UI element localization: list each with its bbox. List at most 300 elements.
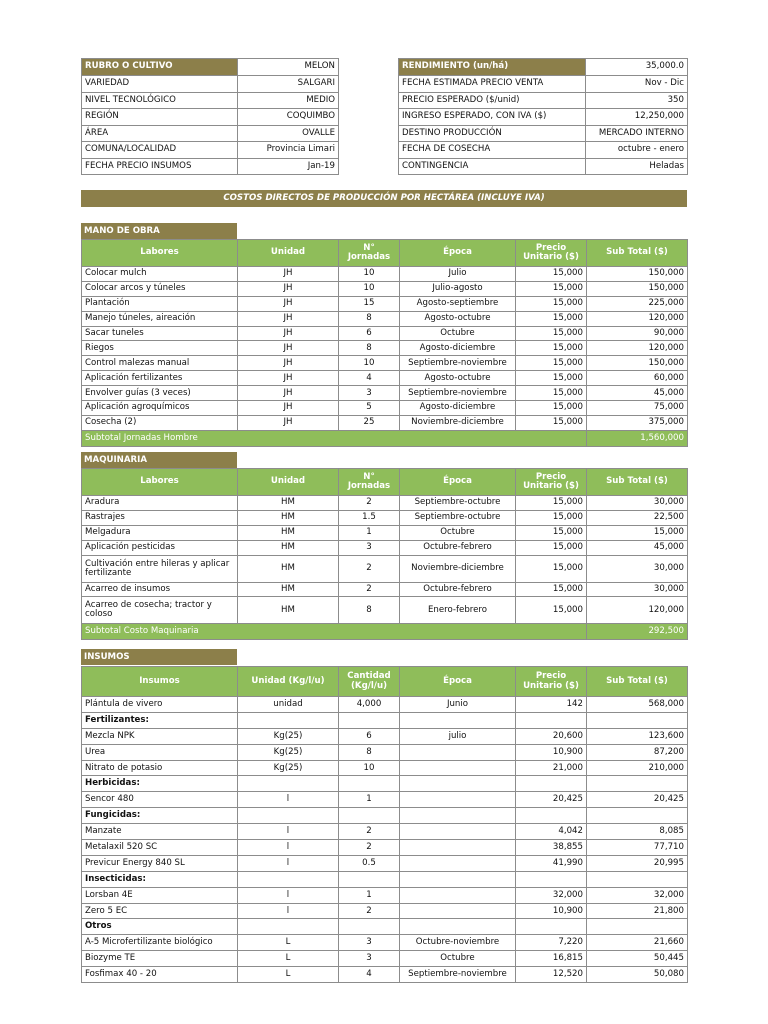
unit-cell: JH — [238, 356, 339, 371]
quantity-cell: 8 — [339, 597, 400, 624]
labor-cell: Biozyme TE — [82, 951, 238, 967]
unit-cell: JH — [238, 341, 339, 356]
unit-price-cell: 10,900 — [516, 744, 587, 760]
table-row — [82, 697, 688, 713]
season-cell: Septiembre-octubre — [400, 510, 516, 525]
quantity-cell: 3 — [339, 935, 400, 951]
table-row — [82, 967, 688, 983]
table-row — [82, 401, 688, 416]
season-cell — [400, 808, 516, 824]
table-row — [82, 555, 688, 582]
labor-cell: Urea — [82, 744, 238, 760]
table-row — [82, 326, 688, 341]
labor-cell: Rastrajes — [82, 510, 238, 525]
unit-price-cell — [516, 808, 587, 824]
subtotal-cell: 225,000 — [587, 296, 688, 311]
table-header-row — [82, 469, 688, 496]
column-header: Sub Total ($) — [587, 240, 688, 267]
column-header: Precio Unitario ($) — [516, 667, 587, 697]
labor-cell: Zero 5 EC — [82, 903, 238, 919]
labor-cell: Cosecha (2) — [82, 415, 238, 430]
table-row — [82, 371, 688, 386]
season-cell: Agosto-diciembre — [400, 341, 516, 356]
unit-price-cell: 15,000 — [516, 356, 587, 371]
subtotal-row — [82, 430, 688, 446]
unit-cell: HM — [238, 540, 339, 555]
subtotal-cell — [587, 808, 688, 824]
column-header: Insumos — [82, 667, 238, 697]
labor-cell: Insecticidas: — [82, 871, 238, 887]
unit-price-cell: 15,000 — [516, 267, 587, 282]
labor-cell: Previcur Energy 840 SL — [82, 855, 238, 871]
labor-cell: Melgadura — [82, 525, 238, 540]
quantity-cell: 2 — [339, 903, 400, 919]
subtotal-cell: 75,000 — [587, 401, 688, 416]
column-header: Sub Total ($) — [587, 667, 688, 697]
unit-cell: JH — [238, 415, 339, 430]
info-label: RENDIMIENTO (un/há) — [399, 59, 586, 76]
table-row — [82, 951, 688, 967]
info-row — [82, 76, 339, 93]
subtotal-cell: 60,000 — [587, 371, 688, 386]
season-cell: Octubre-febrero — [400, 540, 516, 555]
info-label: DESTINO PRODUCCIÓN — [399, 125, 586, 142]
quantity-cell: 2 — [339, 496, 400, 511]
table-row — [82, 267, 688, 282]
season-cell — [400, 744, 516, 760]
info-label: CONTINGENCIA — [399, 158, 586, 175]
table-row — [82, 871, 688, 887]
unit-price-cell: 38,855 — [516, 840, 587, 856]
info-row — [399, 59, 688, 76]
labor-cell: Mezcla NPK — [82, 728, 238, 744]
table-row — [82, 792, 688, 808]
quantity-cell: 4,000 — [339, 697, 400, 713]
info-value: 35,000.0 — [586, 59, 688, 76]
season-cell: Noviembre-diciembre — [400, 415, 516, 430]
subtotal-value: 292,500 — [587, 624, 688, 640]
season-cell: julio — [400, 728, 516, 744]
unit-price-cell: 15,000 — [516, 555, 587, 582]
subtotal-label: Subtotal Jornadas Hombre — [82, 430, 587, 446]
table-row — [82, 281, 688, 296]
column-header: Cantidad (Kg/l/u) — [339, 667, 400, 697]
info-label: FECHA DE COSECHA — [399, 142, 586, 159]
table-row — [82, 597, 688, 624]
unit-cell — [238, 712, 339, 728]
labor-cell: Envolver guías (3 veces) — [82, 386, 238, 401]
labor-cell: Fertilizantes: — [82, 712, 238, 728]
quantity-cell: 10 — [339, 267, 400, 282]
info-value: Jan-19 — [238, 158, 339, 175]
unit-price-cell: 15,000 — [516, 401, 587, 416]
unit-price-cell: 15,000 — [516, 525, 587, 540]
info-label: FECHA PRECIO INSUMOS — [82, 158, 238, 175]
insumos-title: INSUMOS — [81, 649, 237, 665]
subtotal-cell: 22,500 — [587, 510, 688, 525]
quantity-cell: 2 — [339, 840, 400, 856]
season-cell — [400, 712, 516, 728]
column-header: Sub Total ($) — [587, 469, 688, 496]
info-value: Heladas — [586, 158, 688, 175]
quantity-cell: 3 — [339, 386, 400, 401]
quantity-cell: 0.5 — [339, 855, 400, 871]
column-header: Labores — [82, 240, 238, 267]
season-cell: Enero-febrero — [400, 597, 516, 624]
table-row — [82, 356, 688, 371]
quantity-cell: 2 — [339, 824, 400, 840]
info-value: 350 — [586, 92, 688, 109]
info-row — [82, 142, 339, 159]
column-header: Época — [400, 667, 516, 697]
quantity-cell — [339, 919, 400, 935]
quantity-cell: 2 — [339, 582, 400, 597]
season-cell — [400, 919, 516, 935]
unit-cell: l — [238, 903, 339, 919]
info-row — [82, 158, 339, 175]
info-value: MELON — [238, 59, 339, 76]
unit-cell: unidad — [238, 697, 339, 713]
quantity-cell — [339, 871, 400, 887]
info-row — [399, 158, 688, 175]
info-row — [82, 109, 339, 126]
unit-cell: JH — [238, 267, 339, 282]
column-header: Unidad (Kg/l/u) — [238, 667, 339, 697]
season-cell: Noviembre-diciembre — [400, 555, 516, 582]
costs-banner: COSTOS DIRECTOS DE PRODUCCIÓN POR HECTÁREA (INCLUYE IVA) — [81, 190, 687, 207]
season-cell — [400, 824, 516, 840]
table-row — [82, 510, 688, 525]
unit-cell: l — [238, 840, 339, 856]
unit-cell — [238, 871, 339, 887]
season-cell: Agosto-septiembre — [400, 296, 516, 311]
table-row — [82, 760, 688, 776]
subtotal-cell: 375,000 — [587, 415, 688, 430]
quantity-cell: 10 — [339, 760, 400, 776]
season-cell: Julio — [400, 267, 516, 282]
table-row — [82, 824, 688, 840]
info-value: SALGARI — [238, 76, 339, 93]
unit-price-cell: 16,815 — [516, 951, 587, 967]
season-cell: Octubre-noviembre — [400, 935, 516, 951]
subtotal-cell — [587, 712, 688, 728]
unit-price-cell: 15,000 — [516, 540, 587, 555]
table-header-row — [82, 240, 688, 267]
season-cell: Octubre-febrero — [400, 582, 516, 597]
info-value: 12,250,000 — [586, 109, 688, 126]
subtotal-cell: 20,995 — [587, 855, 688, 871]
info-value: MERCADO INTERNO — [586, 125, 688, 142]
labor-cell: Colocar mulch — [82, 267, 238, 282]
info-label: COMUNA/LOCALIDAD — [82, 142, 238, 159]
subtotal-cell: 87,200 — [587, 744, 688, 760]
unit-cell: l — [238, 792, 339, 808]
quantity-cell: 15 — [339, 296, 400, 311]
unit-cell: JH — [238, 371, 339, 386]
quantity-cell: 8 — [339, 744, 400, 760]
unit-price-cell: 15,000 — [516, 311, 587, 326]
labor-cell: Plántula de vivero — [82, 697, 238, 713]
labor-cell: Aplicación agroquímicos — [82, 401, 238, 416]
subtotal-cell: 50,445 — [587, 951, 688, 967]
quantity-cell: 1 — [339, 887, 400, 903]
info-label: RUBRO O CULTIVO — [82, 59, 238, 76]
table-row — [82, 919, 688, 935]
info-row — [399, 76, 688, 93]
maquinaria-title: MAQUINARIA — [81, 452, 237, 468]
quantity-cell: 3 — [339, 951, 400, 967]
table-row — [82, 744, 688, 760]
quantity-cell: 10 — [339, 281, 400, 296]
info-table-right — [398, 58, 688, 175]
quantity-cell: 25 — [339, 415, 400, 430]
unit-cell: JH — [238, 386, 339, 401]
unit-price-cell: 7,220 — [516, 935, 587, 951]
table-row — [82, 525, 688, 540]
quantity-cell: 4 — [339, 371, 400, 386]
unit-cell: JH — [238, 311, 339, 326]
table-row — [82, 296, 688, 311]
season-cell: Octubre — [400, 525, 516, 540]
quantity-cell: 5 — [339, 401, 400, 416]
info-label: FECHA ESTIMADA PRECIO VENTA — [399, 76, 586, 93]
info-row — [399, 109, 688, 126]
subtotal-value: 1,560,000 — [587, 430, 688, 446]
table-row — [82, 540, 688, 555]
table-row — [82, 582, 688, 597]
unit-price-cell: 20,425 — [516, 792, 587, 808]
unit-price-cell: 41,990 — [516, 855, 587, 871]
subtotal-cell — [587, 919, 688, 935]
unit-cell: L — [238, 967, 339, 983]
season-cell — [400, 903, 516, 919]
subtotal-cell: 123,600 — [587, 728, 688, 744]
unit-cell: HM — [238, 582, 339, 597]
subtotal-cell: 120,000 — [587, 597, 688, 624]
labor-cell: Colocar arcos y túneles — [82, 281, 238, 296]
info-label: REGIÓN — [82, 109, 238, 126]
quantity-cell: 1.5 — [339, 510, 400, 525]
unit-price-cell: 15,000 — [516, 326, 587, 341]
subtotal-cell: 90,000 — [587, 326, 688, 341]
unit-price-cell: 21,000 — [516, 760, 587, 776]
table-row — [82, 311, 688, 326]
info-label: INGRESO ESPERADO, CON IVA ($) — [399, 109, 586, 126]
info-row — [399, 125, 688, 142]
table-row — [82, 855, 688, 871]
unit-cell: HM — [238, 510, 339, 525]
subtotal-cell: 150,000 — [587, 356, 688, 371]
subtotal-cell: 150,000 — [587, 267, 688, 282]
table-row — [82, 935, 688, 951]
table-row — [82, 712, 688, 728]
subtotal-cell — [587, 776, 688, 792]
unit-cell: l — [238, 824, 339, 840]
subtotal-cell: 30,000 — [587, 496, 688, 511]
quantity-cell — [339, 776, 400, 792]
unit-cell: Kg(25) — [238, 744, 339, 760]
table-row — [82, 903, 688, 919]
info-table-left — [81, 58, 339, 175]
quantity-cell: 8 — [339, 311, 400, 326]
subtotal-cell: 21,800 — [587, 903, 688, 919]
table-row — [82, 496, 688, 511]
unit-price-cell: 15,000 — [516, 371, 587, 386]
quantity-cell: 2 — [339, 555, 400, 582]
unit-cell: HM — [238, 525, 339, 540]
unit-price-cell: 15,000 — [516, 281, 587, 296]
unit-cell: HM — [238, 555, 339, 582]
unit-cell: JH — [238, 296, 339, 311]
subtotal-cell: 45,000 — [587, 386, 688, 401]
subtotal-cell: 30,000 — [587, 582, 688, 597]
unit-price-cell: 15,000 — [516, 582, 587, 597]
quantity-cell — [339, 712, 400, 728]
table-row — [82, 776, 688, 792]
info-label: PRECIO ESPERADO ($/unid) — [399, 92, 586, 109]
column-header: N° Jornadas — [339, 240, 400, 267]
labor-cell: Aplicación pesticidas — [82, 540, 238, 555]
subtotal-cell: 30,000 — [587, 555, 688, 582]
quantity-cell: 3 — [339, 540, 400, 555]
table-header-row — [82, 667, 688, 697]
labor-cell: Sencor 480 — [82, 792, 238, 808]
unit-price-cell — [516, 871, 587, 887]
quantity-cell: 6 — [339, 326, 400, 341]
labor-cell: Aplicación fertilizantes — [82, 371, 238, 386]
labor-cell: Acarreo de insumos — [82, 582, 238, 597]
unit-cell — [238, 919, 339, 935]
column-header: Época — [400, 240, 516, 267]
subtotal-cell: 15,000 — [587, 525, 688, 540]
season-cell: Agosto-octubre — [400, 311, 516, 326]
info-value: Provincia Limari — [238, 142, 339, 159]
insumos-table — [81, 666, 688, 983]
table-row — [82, 840, 688, 856]
season-cell: Septiembre-noviembre — [400, 356, 516, 371]
unit-cell — [238, 808, 339, 824]
quantity-cell: 1 — [339, 792, 400, 808]
info-value: MEDIO — [238, 92, 339, 109]
unit-price-cell: 15,000 — [516, 296, 587, 311]
unit-price-cell: 15,000 — [516, 341, 587, 356]
unit-price-cell — [516, 776, 587, 792]
season-cell: Septiembre-octubre — [400, 496, 516, 511]
season-cell: Junio — [400, 697, 516, 713]
unit-cell: HM — [238, 597, 339, 624]
subtotal-cell: 32,000 — [587, 887, 688, 903]
subtotal-cell: 20,425 — [587, 792, 688, 808]
unit-price-cell — [516, 712, 587, 728]
season-cell — [400, 855, 516, 871]
column-header: N° Jornadas — [339, 469, 400, 496]
unit-cell: HM — [238, 496, 339, 511]
subtotal-cell: 8,085 — [587, 824, 688, 840]
labor-cell: Plantación — [82, 296, 238, 311]
info-label: VARIEDAD — [82, 76, 238, 93]
info-row — [82, 92, 339, 109]
season-cell: Agosto-octubre — [400, 371, 516, 386]
labor-cell: Riegos — [82, 341, 238, 356]
unit-price-cell: 15,000 — [516, 597, 587, 624]
subtotal-cell: 568,000 — [587, 697, 688, 713]
labor-cell: Cultivación entre hileras y aplicar fertilizante — [82, 555, 238, 582]
info-row — [399, 92, 688, 109]
labor-cell: Herbicidas: — [82, 776, 238, 792]
table-row — [82, 887, 688, 903]
subtotal-cell: 50,080 — [587, 967, 688, 983]
season-cell — [400, 792, 516, 808]
info-value: OVALLE — [238, 125, 339, 142]
labor-cell: Aradura — [82, 496, 238, 511]
unit-price-cell: 15,000 — [516, 496, 587, 511]
subtotal-cell: 21,660 — [587, 935, 688, 951]
season-cell: Octubre — [400, 951, 516, 967]
table-row — [82, 415, 688, 430]
quantity-cell: 1 — [339, 525, 400, 540]
labor-cell: Control malezas manual — [82, 356, 238, 371]
season-cell: Octubre — [400, 326, 516, 341]
maquinaria-table — [81, 468, 688, 640]
unit-price-cell: 142 — [516, 697, 587, 713]
season-cell — [400, 840, 516, 856]
season-cell: Septiembre-noviembre — [400, 967, 516, 983]
subtotal-cell: 77,710 — [587, 840, 688, 856]
subtotal-cell: 120,000 — [587, 341, 688, 356]
table-row — [82, 386, 688, 401]
quantity-cell: 10 — [339, 356, 400, 371]
info-row — [82, 125, 339, 142]
unit-price-cell: 15,000 — [516, 415, 587, 430]
unit-cell: JH — [238, 401, 339, 416]
mano-obra-table — [81, 239, 688, 447]
labor-cell: Acarreo de cosecha; tractor y coloso — [82, 597, 238, 624]
unit-price-cell: 32,000 — [516, 887, 587, 903]
info-label: NIVEL TECNOLÓGICO — [82, 92, 238, 109]
unit-cell: l — [238, 855, 339, 871]
column-header: Unidad — [238, 240, 339, 267]
unit-cell: JH — [238, 281, 339, 296]
labor-cell: Nitrato de potasio — [82, 760, 238, 776]
table-row — [82, 808, 688, 824]
season-cell — [400, 760, 516, 776]
unit-price-cell: 4,042 — [516, 824, 587, 840]
info-row — [82, 59, 339, 76]
column-header: Precio Unitario ($) — [516, 469, 587, 496]
unit-price-cell: 15,000 — [516, 510, 587, 525]
unit-cell: JH — [238, 326, 339, 341]
labor-cell: Manejo túneles, aireación — [82, 311, 238, 326]
labor-cell: Otros — [82, 919, 238, 935]
season-cell: Agosto-diciembre — [400, 401, 516, 416]
unit-cell: L — [238, 951, 339, 967]
table-row — [82, 341, 688, 356]
quantity-cell: 8 — [339, 341, 400, 356]
unit-price-cell: 20,600 — [516, 728, 587, 744]
labor-cell: Fungicidas: — [82, 808, 238, 824]
labor-cell: Metalaxil 520 SC — [82, 840, 238, 856]
mano-obra-title: MANO DE OBRA — [81, 223, 237, 239]
unit-price-cell: 12,520 — [516, 967, 587, 983]
season-cell — [400, 871, 516, 887]
quantity-cell: 4 — [339, 967, 400, 983]
subtotal-cell: 150,000 — [587, 281, 688, 296]
season-cell: Julio-agosto — [400, 281, 516, 296]
subtotal-label: Subtotal Costo Maquinaria — [82, 624, 587, 640]
column-header: Unidad — [238, 469, 339, 496]
column-header: Precio Unitario ($) — [516, 240, 587, 267]
unit-price-cell: 15,000 — [516, 386, 587, 401]
